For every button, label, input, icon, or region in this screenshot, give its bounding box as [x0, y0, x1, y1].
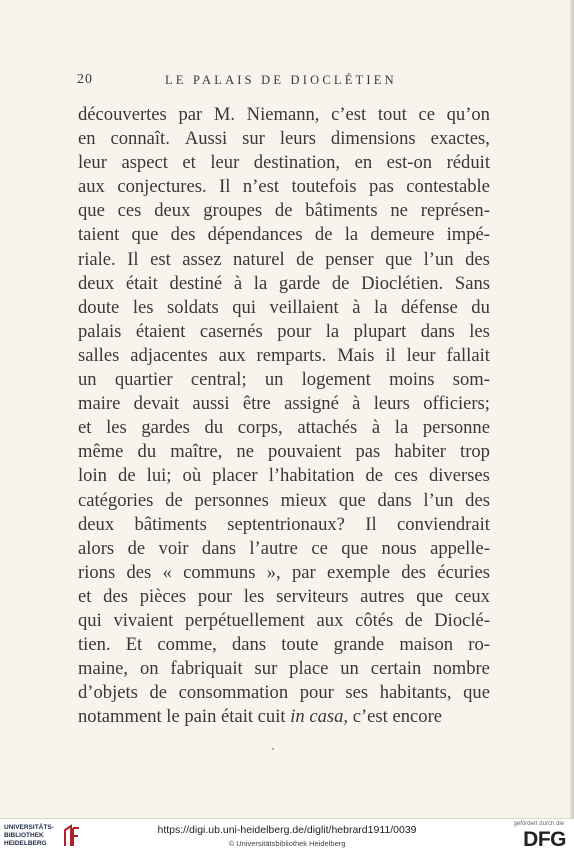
word: d’objets: [78, 682, 138, 704]
page-number: 20: [77, 72, 93, 87]
word: la: [253, 272, 268, 294]
word: du: [204, 417, 224, 439]
word: réduit: [446, 152, 490, 174]
word: personnes: [194, 489, 269, 511]
word: conjectures.: [117, 176, 207, 198]
word: dépendances: [207, 224, 303, 246]
word: les: [469, 320, 490, 342]
word: connaît.: [110, 128, 170, 150]
word: un: [264, 369, 284, 391]
word: que: [338, 489, 366, 511]
word: aux: [218, 344, 246, 366]
text-line: [78, 657, 490, 681]
word: être: [242, 393, 271, 415]
word: Mais: [337, 344, 375, 366]
text-line: [78, 223, 490, 247]
word: que: [416, 585, 444, 607]
word: de: [118, 465, 136, 487]
text-line: [78, 561, 490, 585]
word: ce: [418, 104, 435, 125]
running-title: LE PALAIS DE DIOCLÉTIEN: [165, 73, 397, 87]
word: »,: [266, 561, 281, 583]
word: exactes,: [430, 128, 490, 150]
text-line: [78, 681, 490, 705]
word: pour: [277, 320, 312, 342]
text-line: [78, 489, 490, 513]
word: à: [233, 272, 243, 294]
word: représen-: [420, 200, 490, 222]
word: aussi: [192, 393, 230, 415]
word: ses: [345, 682, 369, 704]
word: officiers;: [423, 393, 490, 415]
word: pièces: [139, 585, 187, 607]
word: de: [314, 224, 333, 246]
word: Dioclétien.: [361, 272, 444, 294]
word: aux: [316, 609, 344, 631]
word: aux: [78, 176, 105, 198]
word: défense: [400, 296, 458, 318]
word: des: [465, 248, 490, 270]
word: l’un: [423, 248, 454, 270]
word: la: [394, 417, 409, 439]
word: Il: [219, 176, 231, 198]
word: pas: [355, 441, 381, 463]
word: la: [344, 224, 359, 246]
word: en: [78, 128, 96, 150]
word: un: [340, 658, 359, 680]
word: certain: [370, 658, 422, 680]
word: et: [78, 417, 92, 439]
word: découvertes: [78, 104, 167, 125]
word: casernés: [199, 320, 263, 342]
body-text: [78, 103, 490, 729]
word: vivaient: [113, 609, 174, 631]
text-line: [78, 440, 490, 464]
word: loin: [78, 465, 107, 487]
word: taient: [78, 224, 120, 246]
word: ceux: [454, 585, 490, 607]
word: c’est: [331, 104, 367, 125]
word: salles: [78, 344, 120, 366]
word: devait: [133, 393, 180, 415]
word: remparts.: [256, 344, 327, 366]
word: de: [296, 248, 314, 270]
word: Aussi: [184, 128, 228, 150]
text-line: [78, 296, 490, 320]
word: des: [401, 561, 427, 583]
word: communs: [183, 561, 256, 583]
funder-logo[interactable]: [496, 821, 566, 851]
word: nous: [381, 537, 417, 559]
word: et: [78, 585, 92, 607]
word: de: [404, 609, 423, 631]
word: toute: [281, 634, 319, 656]
word: maison: [399, 634, 454, 656]
word: maine,: [78, 658, 129, 680]
word: central;: [190, 369, 247, 391]
word: que: [78, 200, 105, 222]
word: en: [354, 152, 373, 174]
word: placer: [212, 465, 258, 487]
word: aspect: [121, 152, 168, 174]
word: même: [78, 441, 124, 463]
word: diverses: [428, 465, 490, 487]
word: riale.: [78, 248, 116, 270]
word: Il: [127, 248, 139, 270]
word: leurs: [373, 393, 410, 415]
word: pour: [197, 585, 232, 607]
word: destiné: [169, 272, 223, 294]
text-line: [78, 537, 490, 561]
word: tien.: [78, 634, 111, 656]
word: assigné: [284, 393, 339, 415]
word: que: [131, 224, 159, 246]
word: bâtiments: [305, 200, 378, 222]
word: à: [352, 393, 361, 415]
viewer-footer: [0, 818, 574, 853]
word: sur: [242, 128, 265, 150]
word: sur: [254, 658, 278, 680]
word: est: [150, 248, 171, 270]
word: il: [385, 344, 396, 366]
word: leurs: [279, 128, 316, 150]
word: plupart: [353, 320, 407, 342]
word: l’autre: [249, 537, 298, 559]
text-line: [78, 175, 490, 199]
word: alors: [78, 537, 115, 559]
word: où: [182, 465, 202, 487]
word: leur: [406, 344, 436, 366]
word: ces: [394, 465, 418, 487]
word: qui: [78, 609, 102, 631]
word: Sans: [454, 272, 490, 294]
word: habiter: [394, 441, 446, 463]
word: par: [178, 104, 203, 125]
word: mieux: [280, 489, 328, 511]
text-line: [78, 392, 490, 416]
word: deux: [78, 272, 115, 294]
word: la: [325, 320, 340, 342]
word: destination,: [253, 152, 341, 174]
word: ne: [390, 200, 408, 222]
word: qui: [232, 296, 256, 318]
word: moins: [389, 369, 435, 391]
word: deux: [78, 513, 115, 535]
text-line: [78, 103, 490, 127]
word: place: [289, 658, 329, 680]
word: les: [132, 296, 154, 318]
word: voir: [158, 537, 189, 559]
text-line: [78, 199, 490, 223]
word: naturel: [233, 248, 285, 270]
word: toutefois: [291, 176, 357, 198]
word: des: [465, 489, 490, 511]
word: rions: [78, 561, 116, 583]
last-line-before: notamment le pain était cuit: [78, 706, 286, 728]
word: ne: [236, 441, 254, 463]
word: comme,: [157, 634, 217, 656]
word: l’un: [423, 489, 454, 511]
word: ce: [311, 537, 328, 559]
word: étaient: [135, 320, 186, 342]
word: des: [103, 585, 128, 607]
word: leur: [210, 152, 240, 174]
word: corps,: [237, 417, 283, 439]
word: penser: [325, 248, 374, 270]
word: som-: [452, 369, 490, 391]
word: M.: [213, 104, 236, 125]
word: perpétuellement: [185, 609, 305, 631]
copyright-notice: © Universitätsbibliothek Heidelberg: [228, 839, 346, 848]
word: que: [341, 537, 369, 559]
word: côtés: [355, 609, 394, 631]
word: assez: [182, 248, 222, 270]
word: demeure: [370, 224, 435, 246]
word: ro-: [468, 634, 490, 656]
word: fabriquait: [170, 658, 243, 680]
word: gardes: [141, 417, 190, 439]
text-line: [78, 464, 490, 488]
word: impé-: [446, 224, 490, 246]
word: fallait: [446, 344, 490, 366]
word: dans: [377, 489, 412, 511]
word: pouvaient: [268, 441, 342, 463]
word: dans: [231, 634, 267, 656]
word: palais: [78, 320, 122, 342]
word: à: [352, 296, 361, 318]
word: grande: [333, 634, 385, 656]
word: est-on: [386, 152, 433, 174]
word: écuries: [437, 561, 490, 583]
word: pour: [299, 682, 334, 704]
word: appelle-: [430, 537, 490, 559]
word: dimensions: [330, 128, 416, 150]
word: attachés: [297, 417, 358, 439]
word: du: [471, 296, 490, 318]
word: conviendrait: [397, 513, 490, 535]
word: dans: [201, 537, 236, 559]
funding-caption: gefördert durch die: [513, 821, 564, 827]
word: de: [331, 272, 350, 294]
word: des: [170, 224, 196, 246]
dfg-logo-text: DFG: [523, 828, 566, 851]
word: que: [463, 682, 490, 704]
text-line: [78, 344, 490, 368]
word: un: [78, 369, 97, 391]
word: nombre: [433, 658, 490, 680]
word: habitants,: [379, 682, 452, 704]
last-line-after: c’est encore: [352, 706, 443, 728]
running-header: [77, 72, 494, 92]
permalink-url[interactable]: https://digi.ub.uni-heidelberg.de/diglit/hebrard1911/0039: [157, 824, 417, 836]
word: contestable: [406, 176, 490, 198]
text-line: [78, 248, 490, 272]
word: leur: [78, 152, 107, 174]
word: par: [291, 561, 316, 583]
word: dans: [420, 320, 455, 342]
text-line: [78, 151, 490, 175]
text-line: [78, 368, 490, 392]
word: Et: [125, 634, 143, 656]
word: consommation: [178, 682, 289, 704]
word: à: [371, 417, 381, 439]
word: les: [243, 585, 265, 607]
word: de: [149, 682, 168, 704]
word: deux: [154, 200, 191, 222]
text-line: [78, 272, 490, 296]
word: «: [162, 561, 172, 583]
ink-dot: [272, 748, 274, 750]
word: exemple: [326, 561, 390, 583]
word: on: [139, 658, 159, 680]
word: soldats: [167, 296, 219, 318]
word: n’est: [242, 176, 280, 198]
word: de: [165, 489, 183, 511]
text-line: [78, 320, 490, 344]
word: tout: [377, 104, 407, 125]
word: la: [374, 296, 388, 318]
text-line: [78, 513, 490, 537]
italic-phrase: in casa,: [290, 706, 349, 728]
word: trop: [460, 441, 490, 463]
word: de: [274, 200, 293, 222]
word: veillaient: [269, 296, 339, 318]
word: garde: [278, 272, 321, 294]
word: de: [127, 537, 146, 559]
word: adjacentes: [130, 344, 208, 366]
page-edge: [570, 0, 574, 818]
word: lui;: [146, 465, 172, 487]
word: était: [125, 272, 158, 294]
word: maire: [78, 393, 121, 415]
word: Dioclé-: [434, 609, 490, 631]
text-line: [78, 609, 490, 633]
word: logement: [301, 369, 371, 391]
word: qu’on: [446, 104, 490, 125]
text-line: [78, 416, 490, 440]
word: que: [385, 248, 413, 270]
word: les: [106, 417, 127, 439]
word: Il: [365, 513, 377, 535]
word: doute: [78, 296, 120, 318]
word: maître,: [170, 441, 223, 463]
word: de: [365, 465, 384, 487]
word: du: [137, 441, 157, 463]
word: l’habitation: [268, 465, 355, 487]
text-line: [78, 585, 490, 609]
word: personne: [422, 417, 490, 439]
word: quartier: [114, 369, 173, 391]
text-line-last: [78, 705, 490, 729]
word: septentrionaux?: [227, 513, 345, 535]
word: serviteurs: [276, 585, 349, 607]
word: pas: [369, 176, 394, 198]
word: et: [182, 152, 196, 174]
word: autres: [360, 585, 405, 607]
text-line: [78, 633, 490, 657]
word: Niemann,: [246, 104, 320, 125]
library-name: UNIVERSITÄTS- BIBLIOTHEK HEIDELBERG: [4, 824, 54, 847]
word: bâtiments: [134, 513, 207, 535]
word: catégories: [78, 489, 154, 511]
text-line: [78, 127, 490, 151]
word: groupes: [203, 200, 263, 222]
word: des: [126, 561, 152, 583]
word: ces: [117, 200, 142, 222]
